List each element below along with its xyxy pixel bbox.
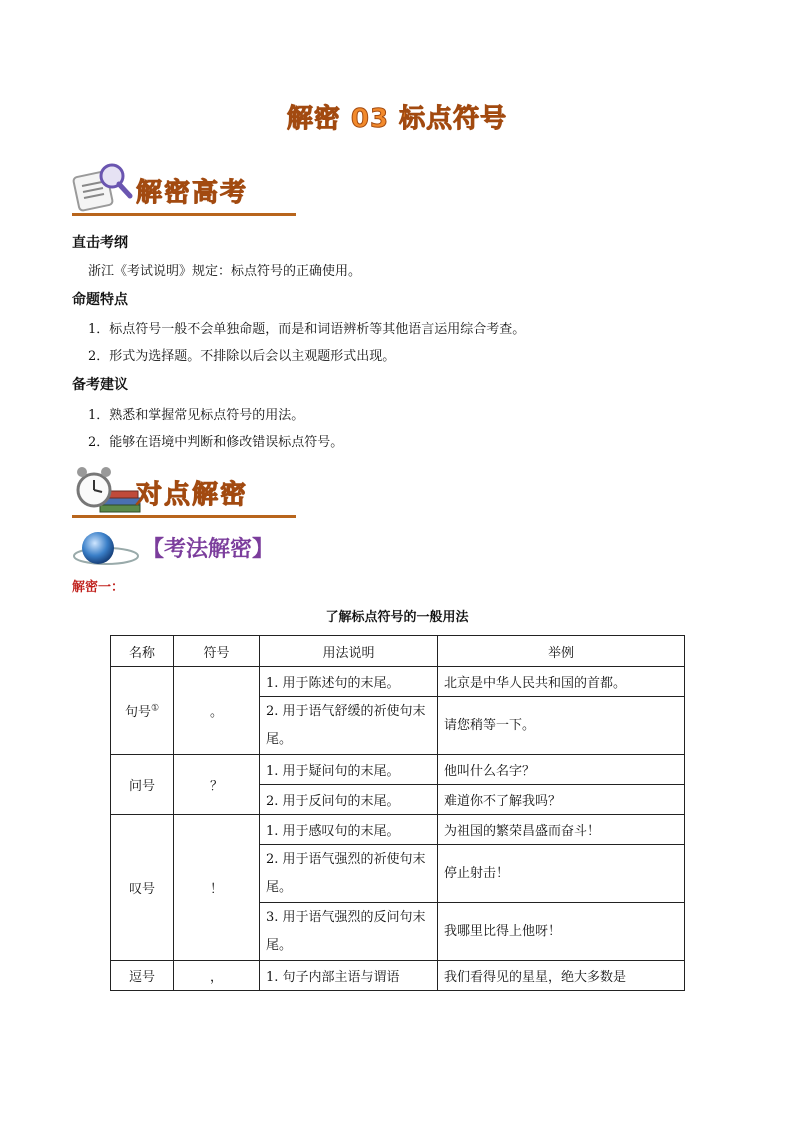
punct-symbol: 。 [174, 667, 260, 755]
usage-cell: 1. 用于陈述句的末尾。 [260, 667, 438, 697]
sub-banner-kaofa [72, 526, 332, 570]
paragraph: 1．熟悉和掌握常见标点符号的用法。 [88, 408, 305, 423]
punctuation-table [110, 635, 685, 991]
example-cell: 请您稍等一下。 [438, 697, 685, 755]
banner-underline [72, 213, 296, 216]
table-header-row [111, 636, 685, 667]
table-caption: 了解标点符号的一般用法 [325, 610, 469, 625]
sub-banner-title: 【考法解密】 [142, 537, 275, 562]
table-row [111, 815, 685, 845]
banner-underline [72, 515, 296, 518]
example-cell: 我哪里比得上他呀！ [438, 903, 685, 961]
header-name: 名称 [111, 636, 174, 667]
heading-zhiji: 直击考纲 [72, 235, 128, 251]
example-cell: 北京是中华人民共和国的首都。 [438, 667, 685, 697]
table-row [111, 667, 685, 697]
example-cell: 为祖国的繁荣昌盛而奋斗！ [438, 815, 685, 845]
section-banner-duidian [72, 462, 296, 518]
document-title: 解密 03 标点符号 [286, 104, 508, 134]
punct-symbol: ， [174, 961, 260, 991]
usage-cell: 3. 用于语气强烈的反问句末尾。 [260, 903, 438, 961]
punct-symbol: ？ [174, 755, 260, 815]
punct-name: 逗号 [111, 961, 174, 991]
example-cell: 我们看得见的星星，绝大多数是 [438, 961, 685, 991]
usage-cell: 2. 用于语气舒缓的祈使句末尾。 [260, 697, 438, 755]
punct-name: 问号 [111, 755, 174, 815]
example-cell: 难道你不了解我吗？ [438, 785, 685, 815]
notebook-magnifier-icon [72, 160, 134, 214]
header-usage: 用法说明 [260, 636, 438, 667]
usage-cell: 1. 句子内部主语与谓语 [260, 961, 438, 991]
header-example: 举例 [438, 636, 685, 667]
paragraph: 1．标点符号一般不会单独命题，而是和词语辨析等其他语言运用综合考查。 [88, 322, 526, 337]
paragraph: 浙江《考试说明》规定：标点符号的正确使用。 [88, 264, 362, 279]
usage-cell: 2. 用于语气强烈的祈使句末尾。 [260, 845, 438, 903]
punct-symbol: ！ [174, 815, 260, 961]
banner-title: 解密高考 [136, 178, 249, 208]
jiemi-label: 解密一： [72, 580, 125, 595]
example-cell: 停止射击！ [438, 845, 685, 903]
section-banner-gaokao [72, 160, 296, 216]
paragraph: 2．形式为选择题。不排除以后会以主观题形式出现。 [88, 349, 396, 364]
punct-name: 句号 [124, 705, 151, 720]
banner-title: 对点解密 [136, 480, 249, 510]
table-row [111, 961, 685, 991]
header-symbol: 符号 [174, 636, 260, 667]
table-row [111, 755, 685, 785]
globe-icon [72, 526, 142, 570]
heading-beikao: 备考建议 [72, 377, 128, 393]
example-cell: 他叫什么名字？ [438, 755, 685, 785]
paragraph: 2．能够在语境中判断和修改错误标点符号。 [88, 435, 344, 450]
clock-books-icon [72, 462, 142, 516]
usage-cell: 2. 用于反问句的末尾。 [260, 785, 438, 815]
heading-mingti: 命题特点 [72, 292, 128, 308]
footnote-marker: ① [150, 703, 160, 714]
usage-cell: 1. 用于感叹句的末尾。 [260, 815, 438, 845]
punct-name: 叹号 [111, 815, 174, 961]
punct-name-cell [111, 667, 174, 755]
usage-cell: 1. 用于疑问句的末尾。 [260, 755, 438, 785]
